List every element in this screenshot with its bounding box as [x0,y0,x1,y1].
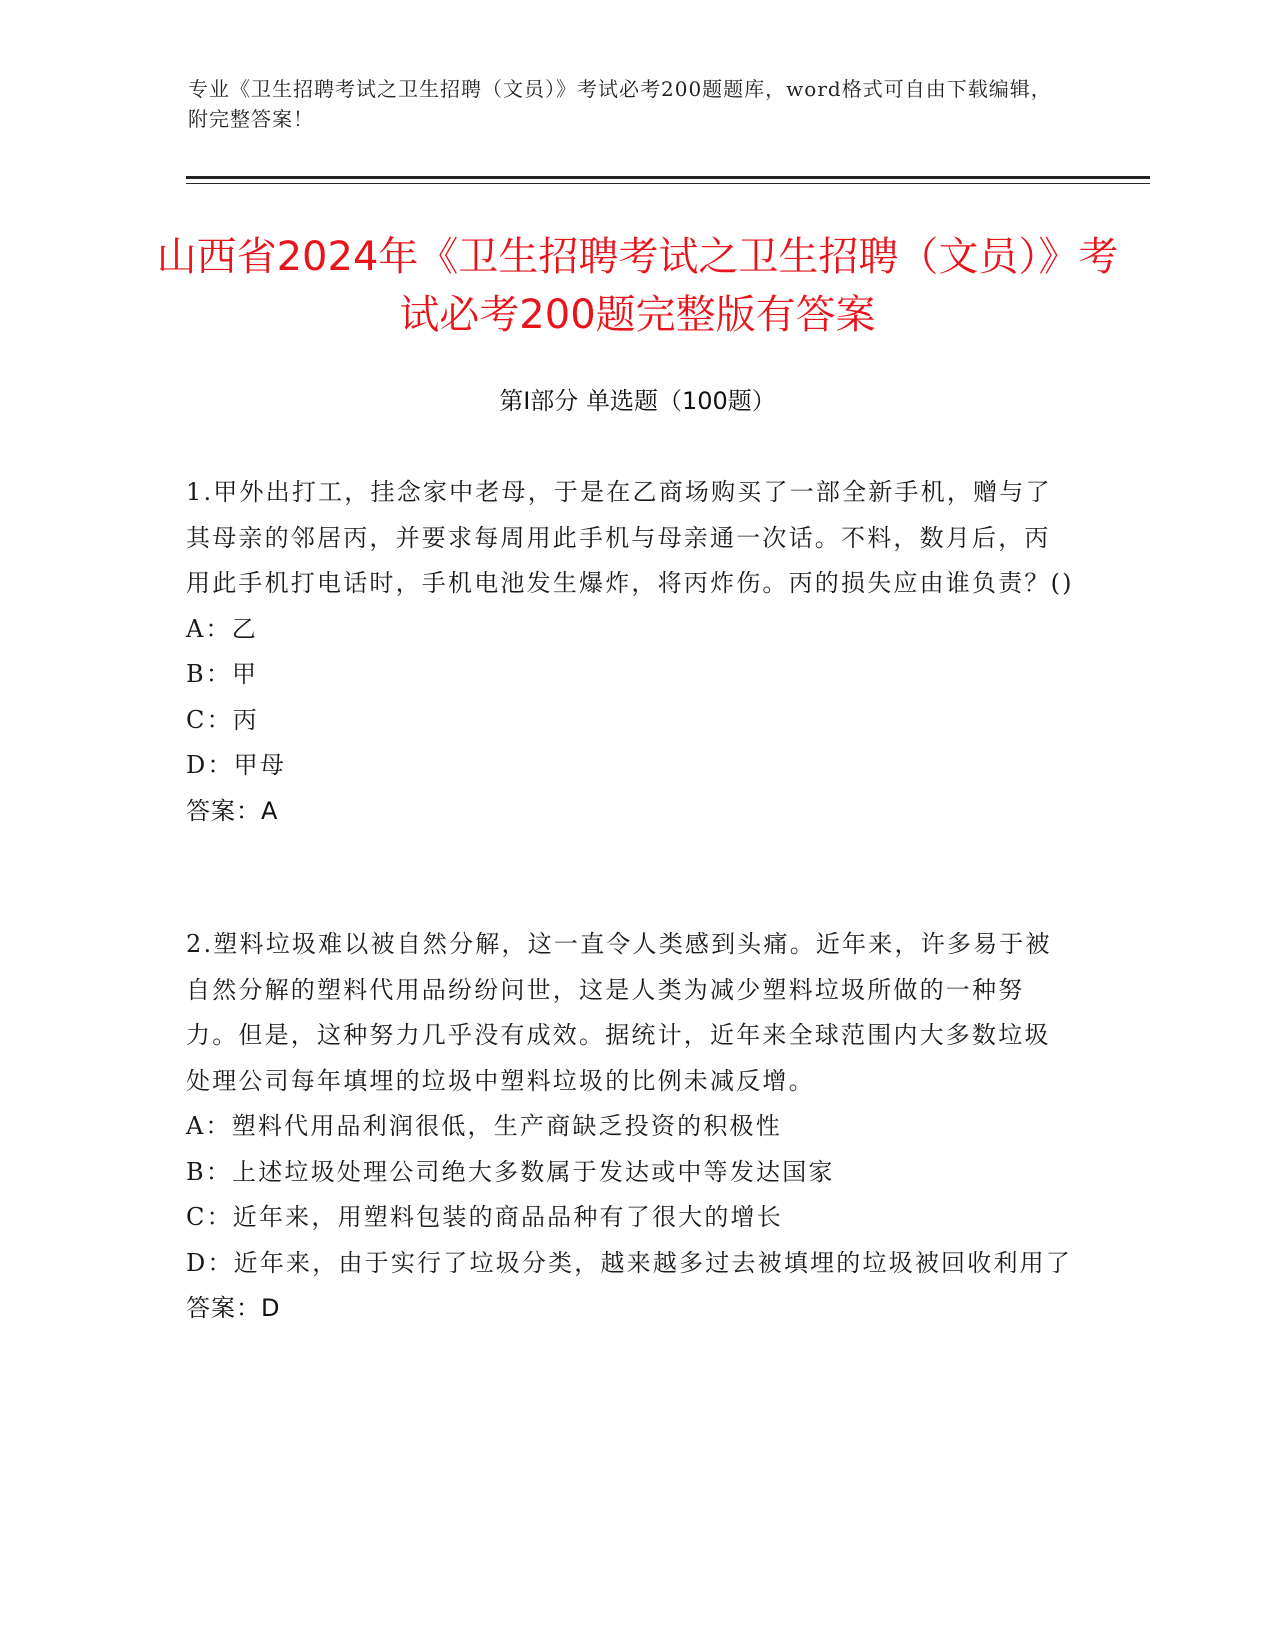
question-text: 1.甲外出打工，挂念家中老母，于是在乙商场购买了一部全新手机，赠与了其母亲的邻居丙，并要求每周用此手机与母亲通一次话。不料，数月后，丙用此手机打电话时，手机电池发生爆炸，将丙炸伤。丙的损失应由谁负责？() [186,478,1074,597]
option-d: D：甲母 [186,751,287,779]
option-b: B：上述垃圾处理公司绝大多数属于发达或中等发达国家 [186,1157,835,1186]
answer: 答案：A [186,796,279,825]
question-text: 2.塑料垃圾难以被自然分解，这一直令人类感到头痛。近年来，许多易于被自然分解的塑料代用品纷纷问世，这是人类为减少塑料垃圾所做的一种努力。但是，这种努力几乎没有成效。据统计，近年来全球范围内大多数垃圾处理公司每年填埋的垃圾中塑料垃圾的比例未减反增。 [186,930,1052,1095]
header-note: 专业《卫生招聘考试之卫生招聘（文员）》考试必考200题题库，word格式可自由下载编辑，附完整答案！ [188,77,1052,131]
header-rule-thin [186,183,1150,184]
question-1 [186,470,1076,834]
question-2 [186,922,1076,1332]
document-title: 山西省2024年《卫生招聘考试之卫生招聘（文员）》考试必考200题完整版有答案 [156,234,1119,338]
option-a: A：塑料代用品利润很低，生产商缺乏投资的积极性 [186,1112,782,1140]
option-c: C：丙 [186,705,259,734]
answer: 答案：D [186,1294,281,1322]
option-a: A：乙 [186,614,258,643]
section-title: 第Ⅰ部分 单选题（100题） [499,387,776,415]
option-d: D：近年来，由于实行了垃圾分类，越来越多过去被填埋的垃圾被回收利用了 [186,1248,1073,1277]
option-b: B：甲 [186,660,259,688]
option-c: C：近年来，用塑料包装的商品品种有了很大的增长 [186,1203,783,1231]
header-rule-thick [186,176,1150,179]
